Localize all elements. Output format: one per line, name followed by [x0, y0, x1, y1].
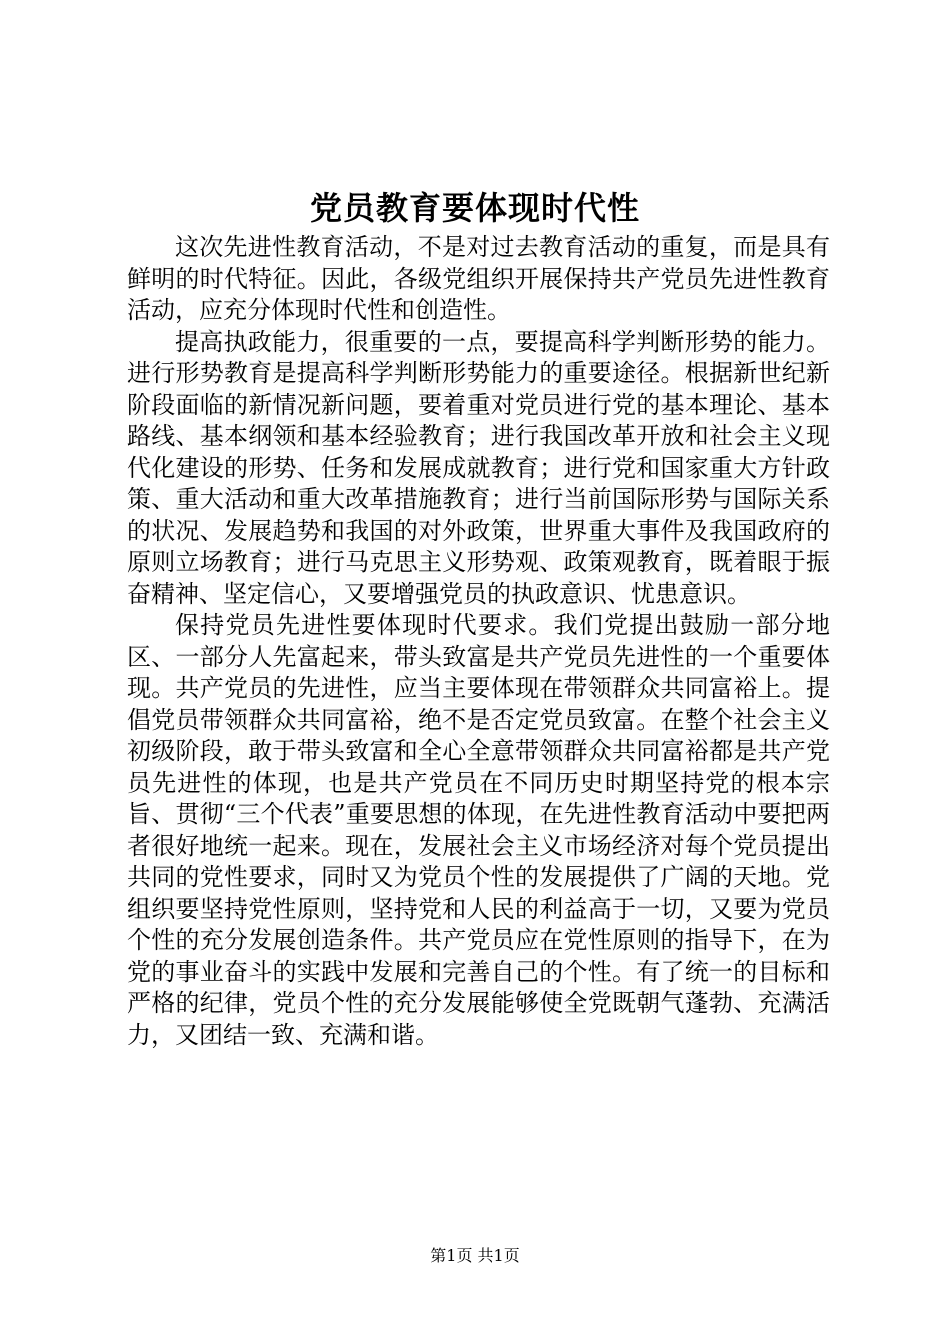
document-title: 党员教育要体现时代性: [309, 189, 640, 227]
paragraph-1: 这次先进性教育活动，不是对过去教育活动的重复，而是具有鲜明的时代特征。因此，各级党组织开展保持共产党员先进性教育活动，应充分体现时代性和创造性。: [127, 233, 830, 324]
paragraph-3: 保持党员先进性要体现时代要求。我们党提出鼓励一部分地区、一部分人先富起来，带头致富是共产党员先进性的一个重要体现。共产党员的先进性，应当主要体现在带领群众共同富裕上。提倡党员带领群众共同富裕，绝不是否定党员致富。在整个社会主义初级阶段，敢于带头致富和全心全意带领群众共同富裕都是共产党员先进性的体现，也是共产党员在不同历史时期坚持党的根本宗旨、贯彻“三个代表”重要思想的体现，在先进性教育活动中要把两者很好地统一起来。现在，发展社会主义市场经济对每个党员提出共同的党性要求，同时又为党员个性的发展提供了广阔的天地。党组织要坚持党性原则，坚持党和人民的利益高于一切，又要为党员个性的充分发展创造条件。共产党员应在党性原则的指导下，在为党的事业奋斗的实践中发展和完善自己的个性。有了统一的目标和严格的纪律，党员个性的充分发展能够使全党既朝气蓬勃、充满活力，又团结一致、充满和谐。: [127, 611, 830, 1049]
page-number-footer: 第1页 共1页: [430, 1246, 520, 1265]
document-body: [127, 232, 830, 1051]
paragraph-2: 提高执政能力，很重要的一点，要提高科学判断形势的能力。进行形势教育是提高科学判断形势能力的重要途径。根据新世纪新阶段面临的新情况新问题，要着重对党员进行党的基本理论、基本路线、基本纲领和基本经验教育；进行我国改革开放和社会主义现代化建设的形势、任务和发展成就教育；进行党和国家重大方针政策、重大活动和重大改革措施教育；进行当前国际形势与国际关系的状况、发展趋势和我国的对外政策，世界重大事件及我国政府的原则立场教育；进行马克思主义形势观、政策观教育，既着眼于振奋精神、坚定信心，又要增强党员的执政意识、忧患意识。: [127, 327, 830, 608]
